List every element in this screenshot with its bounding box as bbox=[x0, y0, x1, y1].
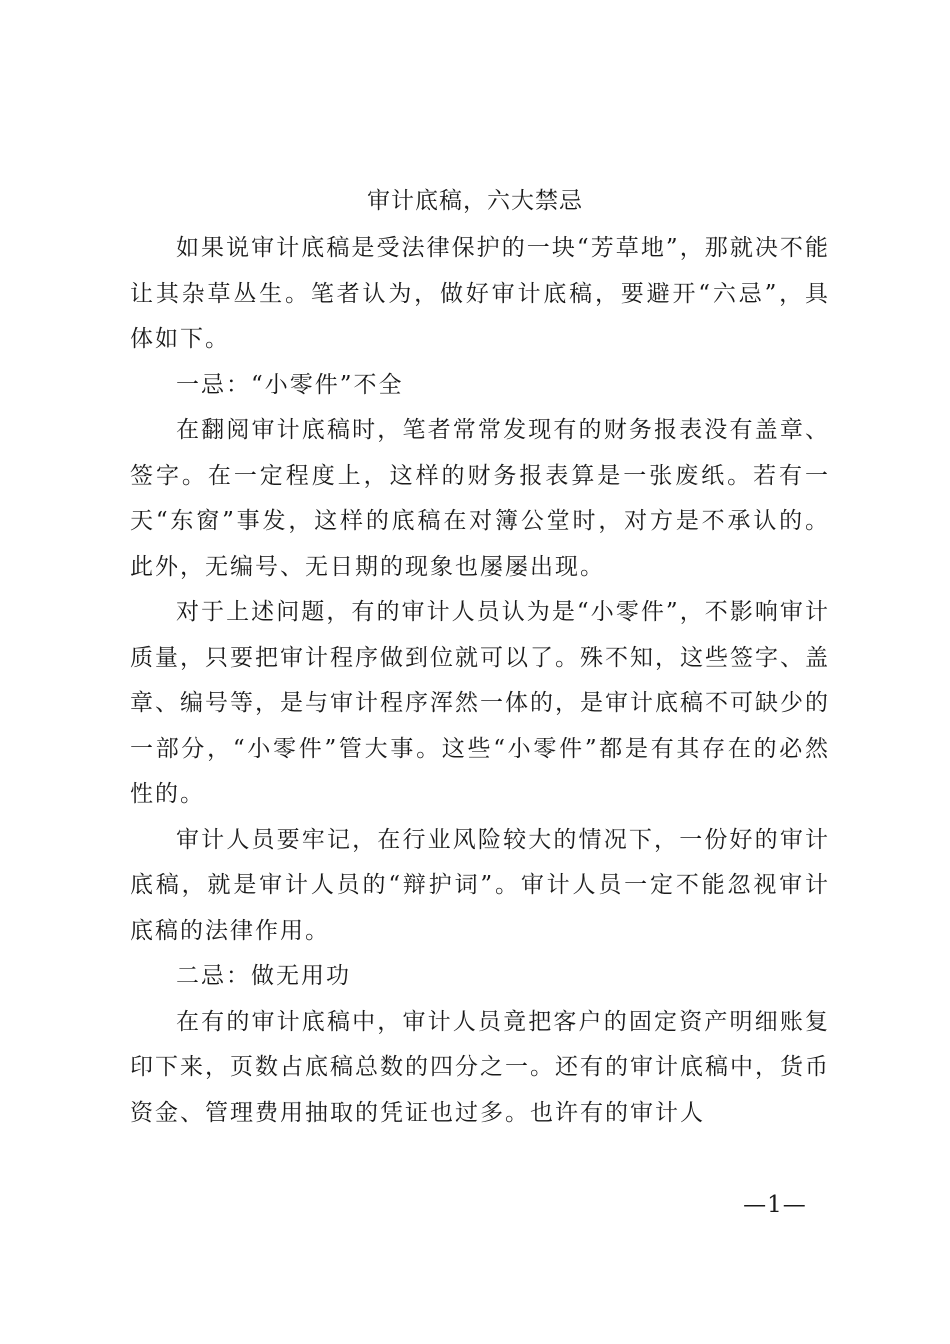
paragraph: 在翻阅审计底稿时，笔者常常发现有的财务报表没有盖章、签字。在一定程度上，这样的财务报表算是一张废纸。若有一天“东窗”事发，这样的底稿在对簿公堂时，对方是不承认的。此外，无编号、无日期的现象也屡屡出现。 bbox=[130, 417, 830, 580]
section-heading: 二忌：做无用功 bbox=[176, 963, 351, 989]
paragraph: 审计人员要牢记，在行业风险较大的情况下，一份好的审计底稿，就是审计人员的“辩护词”。审计人员一定不能忽视审计底稿的法律作用。 bbox=[130, 826, 830, 944]
document-title: 审计底稿，六大禁忌 bbox=[367, 188, 583, 214]
paragraph: 对于上述问题，有的审计人员认为是“小零件”，不影响审计质量，只要把审计程序做到位就可以了。殊不知，这些签字、盖章、编号等，是与审计程序浑然一体的，是审计底稿不可缺少的一部分，“小零件”管大事。这些“小零件”都是有其存在的必然性的。 bbox=[130, 599, 830, 807]
page-number: —1— bbox=[743, 1192, 807, 1218]
document-body bbox=[130, 226, 830, 1136]
section-heading: 一忌：“小零件”不全 bbox=[176, 371, 404, 398]
paragraph: 如果说审计底稿是受法律保护的一块“芳草地”，那就决不能让其杂草丛生。笔者认为，做好审计底稿，要避开“六忌”，具体如下。 bbox=[130, 235, 830, 352]
paragraph: 在有的审计底稿中，审计人员竟把客户的固定资产明细账复印下来，页数占底稿总数的四分之一。还有的审计底稿中，货币资金、管理费用抽取的凭证也过多。也许有的审计人 bbox=[130, 1008, 830, 1126]
